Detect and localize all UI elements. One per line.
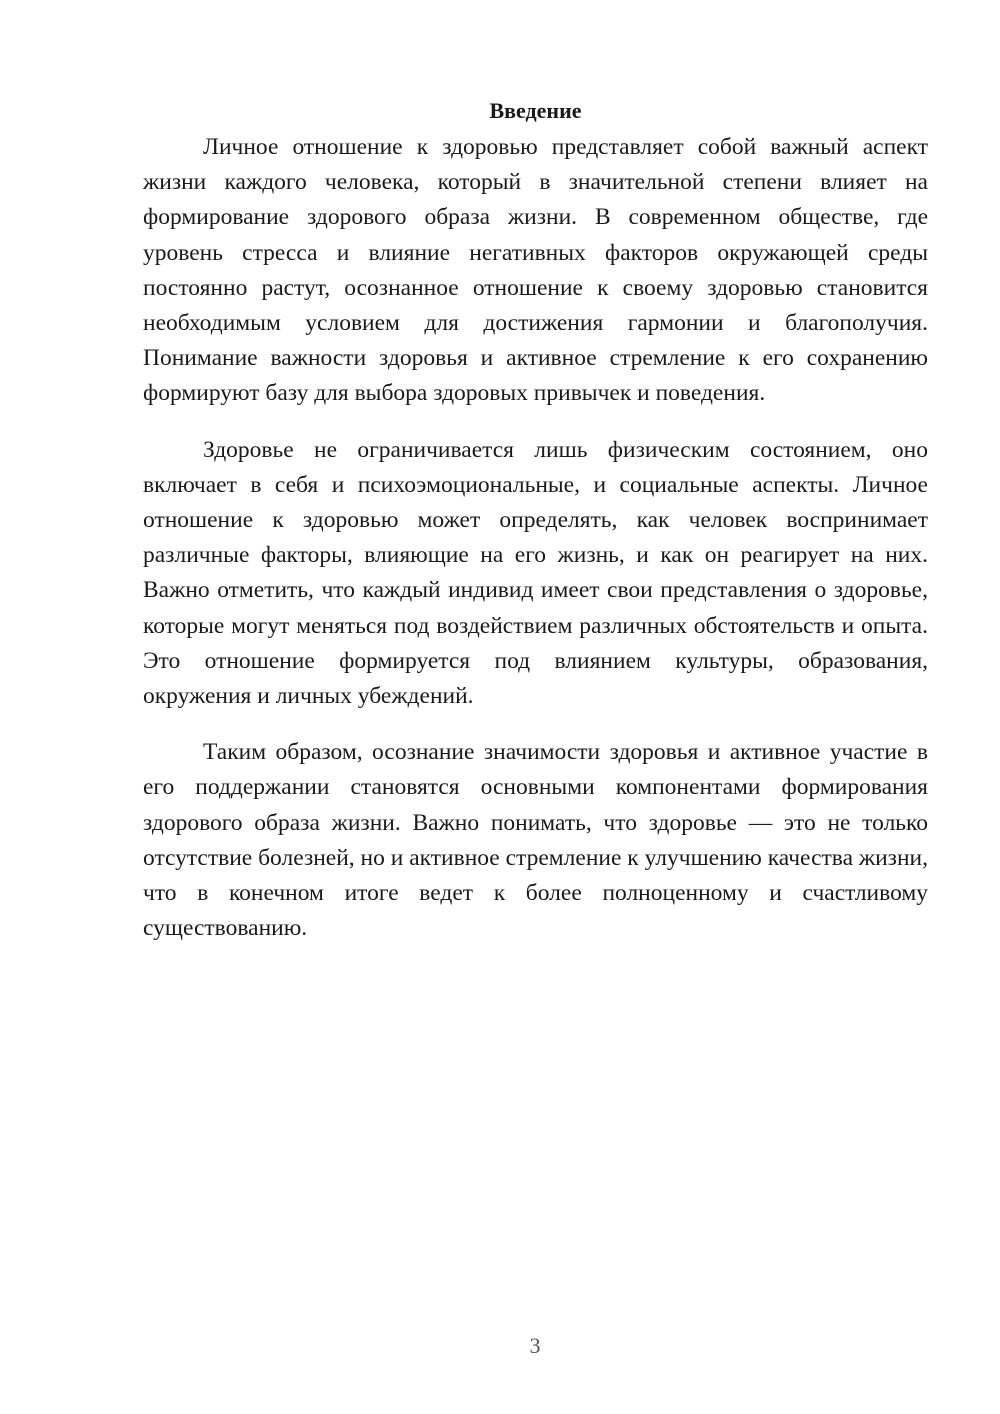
paragraph-3: Таким образом, осознание значимости здоровья и активное участие в его поддержании становятся основными компонентами формирования здорового образа жизни. Важно понимать, что здоровье — это не только отсутствие болезней, но и активное стремление к улучшению качества жизни, что в конечном итоге ведет к более полноценному и счастливому существованию.: [143, 739, 928, 942]
paragraph-1: Личное отношение к здоровью представляет собой важный аспект жизни каждого человека, который в значительной степени влияет на формирование здорового образа жизни. В современном обществе, где уровень стресса и влияние негативных факторов окружающей среды постоянно растут, осознанное отношение к своему здоровью становится необходимым условием для достижения гармонии и благополучия. Понимание важности здоровья и активное стремление к его сохранению формируют базу для выбора здоровых привычек и поведения.: [143, 134, 928, 407]
document-page: [143, 96, 928, 967]
section-title: Введение: [489, 98, 582, 123]
paragraph-2: Здоровье не ограничивается лишь физическим состоянием, оно включает в себя и психоэмоциональные, и социальные аспекты. Личное отношение к здоровью может определять, как человек воспринимает различные факторы, влияющие на его жизнь, и как он реагирует на них. Важно отметить, что каждый индивид имеет свои представления о здоровье, которые могут меняться под воздействием различных обстоятельств и опыта. Это отношение формируется под влиянием культуры, образования, окружения и личных убеждений.: [143, 436, 928, 710]
page-number: 3: [529, 1333, 541, 1358]
